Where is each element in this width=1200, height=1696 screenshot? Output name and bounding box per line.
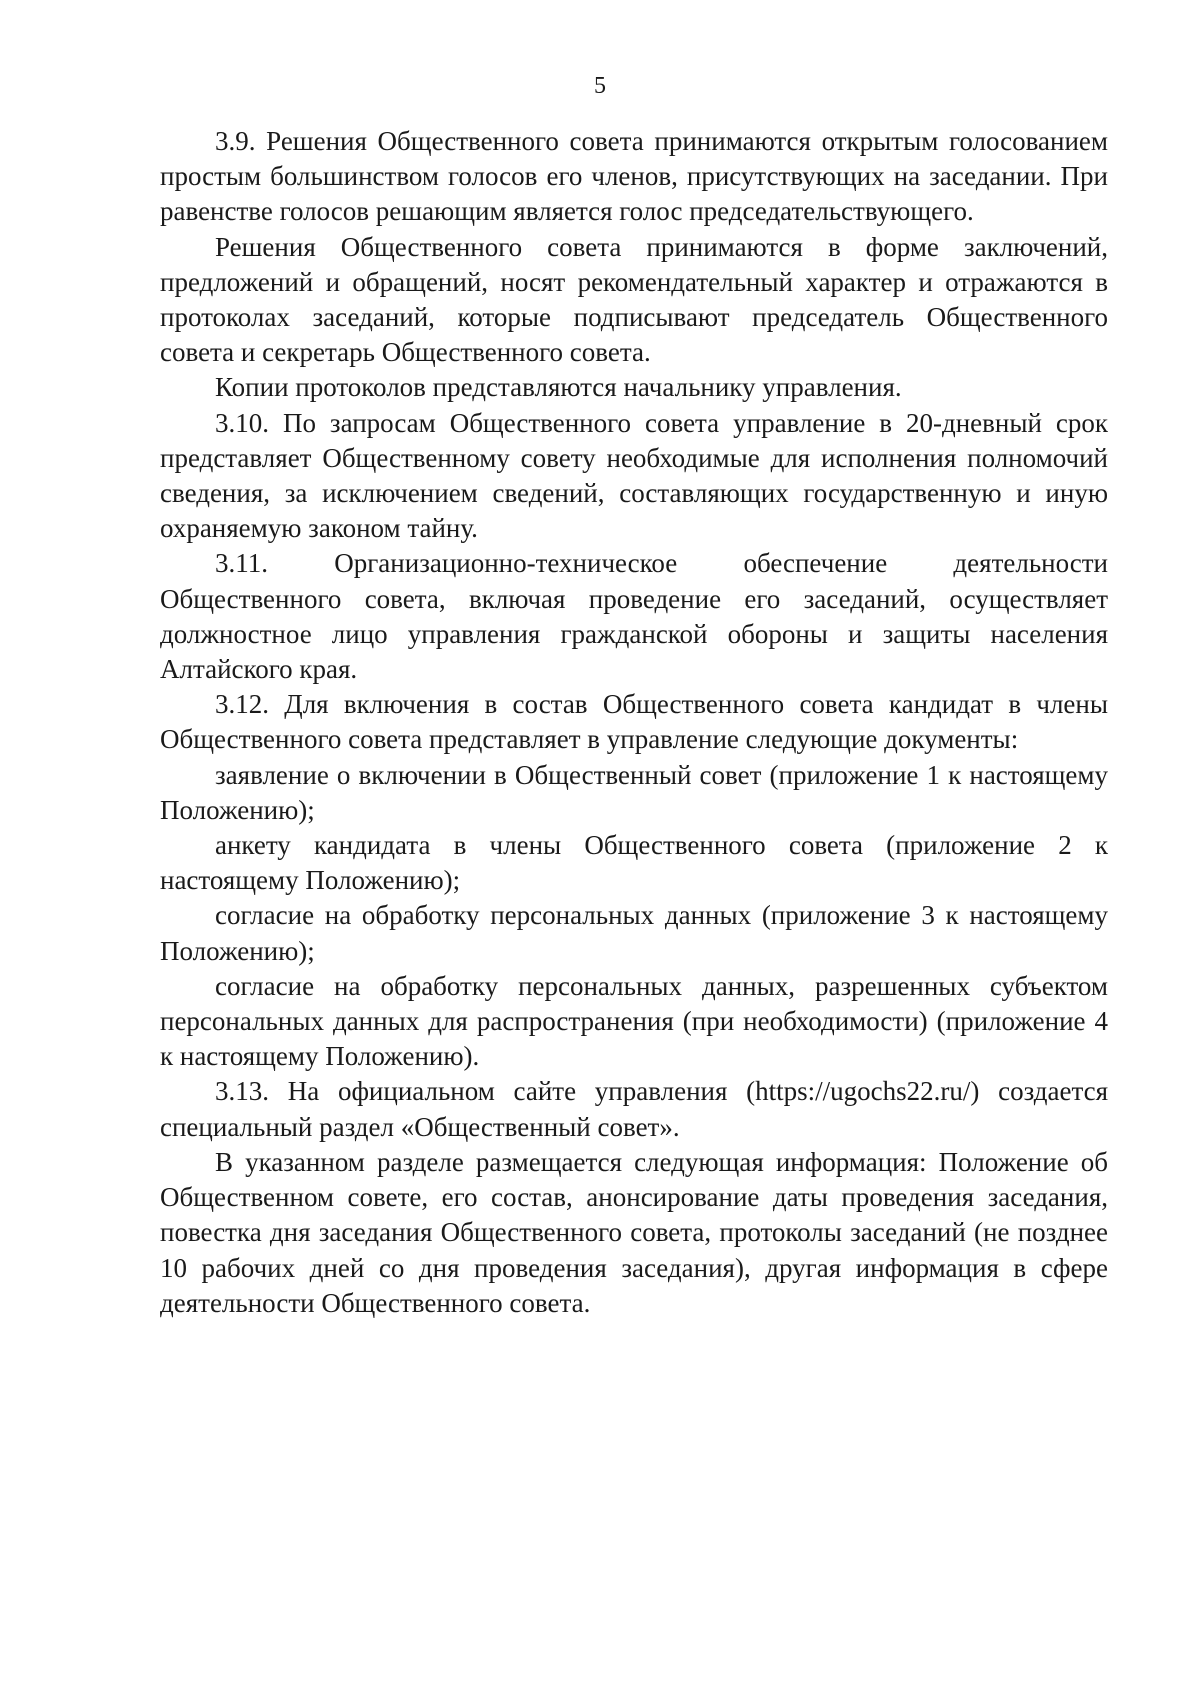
paragraph-3-9: 3.9. Решения Общественного совета принимаются открытым голосованием простым большинством голосов его членов, присутствующих на заседании. При равенстве голосов решающим является голос председательствующего. [160, 126, 1108, 227]
paragraph-protocol-copies: Копии протоколов представляются начальнику управления. [215, 372, 902, 403]
paragraph-section-info: В указанном разделе размещается следующая информация: Положение об Общественном совете, его состав, анонсирование даты проведения заседания, повестка дня заседания Общественного совета, протоколы заседаний (не позднее 10 рабочих дней со дня проведения заседания), другая информация в сфере деятельности Общественного совета. [160, 1146, 1108, 1318]
list-item-data-consent: согласие на обработку персональных данных (приложение 3 к настоящему Положению); [160, 900, 1108, 966]
paragraph-3-12: 3.12. Для включения в состав Общественного совета кандидат в члены Общественного совета представляет в управление следующие документы: [160, 689, 1108, 755]
paragraph-3-11: 3.11. Организационно-техническое обеспечение деятельности Общественного совета, включая проведение его заседаний, осуществляет должностное лицо управления гражданской обороны и защиты населения Алтайского края. [160, 548, 1108, 685]
paragraph-decisions-form: Решения Общественного совета принимаются в форме заключений, предложений и обращений, носят рекомендательный характер и отражаются в протоколах заседаний, которые подписывают председатель Общественного совета и секретарь Общественного совета. [160, 231, 1108, 368]
page-number: 5 [594, 73, 606, 99]
paragraph-3-13: 3.13. На официальном сайте управления (https://ugochs22.ru/) создается специальный раздел «Общественный совет». [160, 1076, 1108, 1142]
paragraph-3-10: 3.10. По запросам Общественного совета управление в 20-дневный срок представляет Общественному совету необходимые для исполнения полномочий сведения, за исключением сведений, составляющих государственную и иную охраняемую законом тайну. [160, 407, 1108, 544]
list-item-questionnaire: анкету кандидата в члены Общественного совета (приложение 2 к настоящему Положению); [160, 830, 1108, 896]
list-item-application: заявление о включении в Общественный совет (приложение 1 к настоящему Положению); [160, 759, 1108, 825]
document-body [160, 124, 1108, 1321]
list-item-distribution-consent: согласие на обработку персональных данных, разрешенных субъектом персональных данных для распространения (при необходимости) (приложение 4 к настоящему Положению). [160, 970, 1108, 1072]
